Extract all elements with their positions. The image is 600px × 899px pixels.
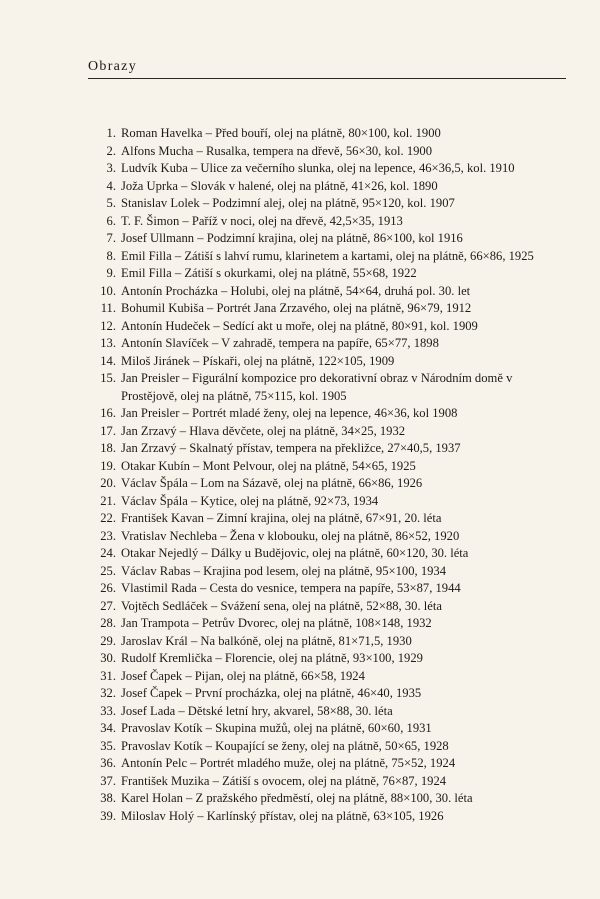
item-text: Josef Lada – Dětské letní hry, akvarel, 58×88, 30. léta <box>121 703 393 718</box>
list-item <box>88 528 568 546</box>
list-item <box>88 808 568 826</box>
item-text: Antonín Hudeček – Sedící akt u moře, olej na plátně, 80×91, kol. 1909 <box>121 318 478 333</box>
page-header <box>88 58 566 79</box>
header-rule <box>88 78 566 79</box>
item-text: Vlastimil Rada – Cesta do vesnice, tempera na papíře, 53×87, 1944 <box>121 581 461 595</box>
item-text: Roman Havelka – Před bouří, olej na plátně, 80×100, kol. 1900 <box>121 126 441 140</box>
list-item <box>88 300 568 318</box>
list-item <box>88 195 568 213</box>
item-number: 8. <box>106 248 116 263</box>
item-text: Antonín Slavíček – V zahradě, tempera na papíře, 65×77, 1898 <box>121 336 439 350</box>
item-text: Karel Holan – Z pražského předměstí, olej na plátně, 88×100, 30. léta <box>121 791 473 805</box>
list-item <box>88 545 568 563</box>
list-item <box>88 615 568 633</box>
item-number: 5. <box>106 196 116 210</box>
item-number: 26. <box>100 581 116 595</box>
list-item <box>88 475 568 493</box>
item-number: 35. <box>100 738 116 753</box>
list-item <box>88 440 568 458</box>
item-number: 20. <box>100 476 116 490</box>
item-number: 3. <box>106 161 116 175</box>
list-item <box>88 318 568 336</box>
painting-list <box>88 125 568 825</box>
list-item <box>88 370 568 405</box>
list-item <box>88 720 568 738</box>
list-item <box>88 143 568 161</box>
item-number: 24. <box>100 546 116 560</box>
item-text: Antonín Procházka – Holubi, olej na plátně, 54×64, druhá pol. 30. let <box>121 283 471 298</box>
item-number: 29. <box>100 633 116 648</box>
list-item <box>88 458 568 476</box>
item-text: Joža Uprka – Slovák v halené, olej na plátně, 41×26, kol. 1890 <box>121 178 438 193</box>
item-number: 10. <box>100 283 116 298</box>
item-number: 17. <box>100 423 116 438</box>
list-item <box>88 178 568 196</box>
item-text: Václav Rabas – Krajina pod lesem, olej na plátně, 95×100, 1934 <box>121 563 447 578</box>
item-text: Bohumil Kubiša – Portrét Jana Zrzavého, olej na plátně, 96×79, 1912 <box>121 301 472 315</box>
item-text: František Kavan – Zimní krajina, olej na plátně, 67×91, 20. léta <box>121 511 442 525</box>
item-number: 31. <box>100 668 116 683</box>
item-number: 30. <box>100 651 116 665</box>
list-item <box>88 580 568 598</box>
item-text: Otakar Kubín – Mont Pelvour, olej na plátně, 54×65, 1925 <box>121 458 416 473</box>
item-text: Jaroslav Král – Na balkóně, olej na plátně, 81×71,5, 1930 <box>121 633 412 648</box>
item-text: Jan Zrzavý – Hlava děvčete, olej na plátně, 34×25, 1932 <box>121 423 406 438</box>
item-number: 4. <box>106 178 116 193</box>
item-text: Vojtěch Sedláček – Svážení sena, olej na plátně, 52×88, 30. léta <box>121 598 442 613</box>
list-item <box>88 650 568 668</box>
item-number: 21. <box>100 493 116 508</box>
item-text: Vratislav Nechleba – Žena v klobouku, olej na plátně, 86×52, 1920 <box>121 528 460 543</box>
list-item <box>88 738 568 756</box>
item-number: 22. <box>100 511 116 525</box>
item-number: 34. <box>100 721 116 735</box>
list-item <box>88 633 568 651</box>
item-text: T. F. Šimon – Paříž v noci, olej na dřevě, 42,5×35, 1913 <box>121 213 403 228</box>
list-item <box>88 213 568 231</box>
item-number: 9. <box>106 266 116 280</box>
item-text: Josef Ullmann – Podzimní krajina, olej na plátně, 86×100, kol 1916 <box>121 231 463 245</box>
list-item <box>88 703 568 721</box>
list-item <box>88 563 568 581</box>
item-number: 16. <box>100 406 116 420</box>
item-number: 11. <box>100 301 116 315</box>
item-text: Miloslav Holý – Karlínský přístav, olej na plátně, 63×105, 1926 <box>121 808 444 823</box>
item-text: Josef Čapek – První procházka, olej na plátně, 46×40, 1935 <box>121 686 422 700</box>
list-item <box>88 230 568 248</box>
item-text: Stanislav Lolek – Podzimní alej, olej na plátně, 95×120, kol. 1907 <box>121 196 455 210</box>
item-number: 14. <box>100 353 116 368</box>
item-text: Otakar Nejedlý – Dálky u Budějovic, olej na plátně, 60×120, 30. léta <box>121 546 469 560</box>
item-text: František Muzika – Zátiší s ovocem, olej na plátně, 76×87, 1924 <box>121 773 447 788</box>
item-text: Emil Filla – Zátiší s lahví rumu, klarinetem a kartami, olej na plátně, 66×86, 1925 <box>121 248 534 263</box>
item-text: Jan Preisler – Portrét mladé ženy, olej na lepence, 46×36, kol 1908 <box>121 406 458 420</box>
list-item <box>88 790 568 808</box>
item-number: 28. <box>100 616 116 630</box>
item-text: Rudolf Kremlička – Florencie, olej na plátně, 93×100, 1929 <box>121 651 423 665</box>
item-text: Václav Špála – Lom na Sázavě, olej na plátně, 66×86, 1926 <box>121 476 423 490</box>
item-number: 7. <box>106 231 116 245</box>
list-item <box>88 160 568 178</box>
item-text: Miloš Jiránek – Pískaři, olej na plátně, 122×105, 1909 <box>121 353 395 368</box>
list-item <box>88 283 568 301</box>
item-text: Josef Čapek – Pijan, olej na plátně, 66×58, 1924 <box>121 668 365 683</box>
list-item <box>88 125 568 143</box>
item-text: Jan Preisler – Figurální kompozice pro dekorativní obraz v Národním domě v Prostějově, olej na plátně, 75×115, kol. 1905 <box>121 371 513 403</box>
list-item <box>88 423 568 441</box>
item-number: 32. <box>100 686 116 700</box>
item-number: 6. <box>106 213 116 228</box>
item-text: Emil Filla – Zátiší s okurkami, olej na plátně, 55×68, 1922 <box>121 266 417 280</box>
item-text: Ludvík Kuba – Ulice za večerního slunka, olej na lepence, 46×36,5, kol. 1910 <box>121 161 515 175</box>
item-number: 33. <box>100 703 116 718</box>
list-item <box>88 248 568 266</box>
item-number: 1. <box>106 126 116 140</box>
list-item <box>88 335 568 353</box>
list-item <box>88 685 568 703</box>
list-item <box>88 598 568 616</box>
item-text: Jan Trampota – Petrův Dvorec, olej na plátně, 108×148, 1932 <box>121 616 432 630</box>
item-number: 27. <box>100 598 116 613</box>
item-number: 39. <box>100 808 116 823</box>
item-number: 37. <box>100 773 116 788</box>
item-text: Václav Špála – Kytice, olej na plátně, 92×73, 1934 <box>121 493 379 508</box>
item-number: 15. <box>100 371 116 385</box>
item-number: 38. <box>100 791 116 805</box>
list-item <box>88 405 568 423</box>
item-number: 19. <box>100 458 116 473</box>
list-item <box>88 510 568 528</box>
item-text: Alfons Mucha – Rusalka, tempera na dřevě, 56×30, kol. 1900 <box>121 143 433 158</box>
item-text: Pravoslav Kotík – Skupina mužů, olej na plátně, 60×60, 1931 <box>121 721 432 735</box>
list-item <box>88 755 568 773</box>
item-number: 36. <box>100 756 116 770</box>
list-item <box>88 493 568 511</box>
item-number: 23. <box>100 528 116 543</box>
list-item <box>88 265 568 283</box>
item-number: 13. <box>100 336 116 350</box>
item-text: Jan Zrzavý – Skalnatý přístav, tempera na překližce, 27×40,5, 1937 <box>121 441 461 455</box>
item-text: Antonín Pelc – Portrét mladého muže, olej na plátně, 75×52, 1924 <box>121 756 456 770</box>
list-item <box>88 668 568 686</box>
item-number: 2. <box>106 143 116 158</box>
list-item <box>88 773 568 791</box>
list-item <box>88 353 568 371</box>
item-number: 25. <box>100 563 116 578</box>
item-number: 18. <box>100 441 116 455</box>
section-title: Obrazy <box>88 59 138 74</box>
item-text: Pravoslav Kotík – Koupající se ženy, olej na plátně, 50×65, 1928 <box>121 738 449 753</box>
item-number: 12. <box>100 318 116 333</box>
